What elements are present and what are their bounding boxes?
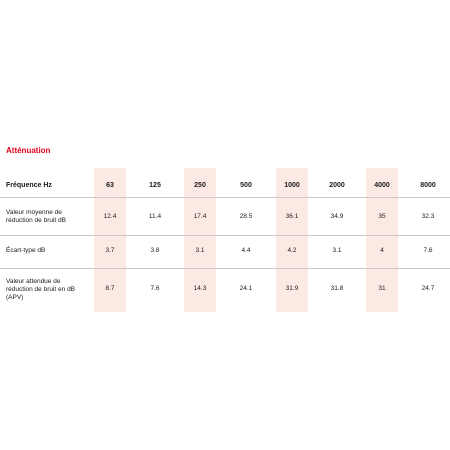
table-cell: 3.7 xyxy=(105,247,115,254)
table-cell: 24.1 xyxy=(239,285,253,292)
section-title: Atténuation xyxy=(6,146,51,155)
table-cell: 4 xyxy=(380,247,384,254)
header-freq: 4000 xyxy=(374,182,390,189)
table-cell: 4.2 xyxy=(287,247,297,254)
row-separator xyxy=(0,197,450,198)
row-label: Valeur moyenne de réduction de bruit dB xyxy=(6,209,66,224)
header-freq: 250 xyxy=(194,182,206,189)
header-freq: 125 xyxy=(149,182,161,189)
table-cell: 24.7 xyxy=(421,285,435,292)
header-freq: 500 xyxy=(240,182,252,189)
table-cell: 34.9 xyxy=(330,213,344,220)
table-cell: 31.8 xyxy=(330,285,344,292)
header-label: Fréquence Hz xyxy=(6,182,52,189)
table-cell: 14.3 xyxy=(193,285,207,292)
table-cell: 31.9 xyxy=(285,285,299,292)
table-cell: 36.1 xyxy=(285,213,299,220)
table-cell: 28.5 xyxy=(239,213,253,220)
table-cell: 32.3 xyxy=(421,213,435,220)
row-separator xyxy=(0,235,450,236)
table-cell: 12.4 xyxy=(103,213,117,220)
row-separator xyxy=(0,268,450,269)
table-cell: 7.6 xyxy=(423,247,433,254)
table-cell: 35 xyxy=(378,213,386,220)
table-cell: 11.4 xyxy=(148,213,162,220)
header-freq: 2000 xyxy=(329,182,345,189)
header-freq: 1000 xyxy=(284,182,300,189)
table-cell: 3.8 xyxy=(150,247,160,254)
header-freq: 8000 xyxy=(420,182,436,189)
table-cell: 31 xyxy=(378,285,386,292)
row-label: Valeur attendue de réduction de bruit en dB (APV) xyxy=(6,278,76,301)
header-freq: 63 xyxy=(106,182,114,189)
table-cell: 8.7 xyxy=(105,285,115,292)
table-cell: 3.1 xyxy=(195,247,205,254)
table-cell: 4.4 xyxy=(241,247,251,254)
row-label: Écart-type dB xyxy=(6,247,46,254)
table-cell: 3.1 xyxy=(332,247,342,254)
table-cell: 7.6 xyxy=(150,285,160,292)
table-cell: 17.4 xyxy=(193,213,207,220)
